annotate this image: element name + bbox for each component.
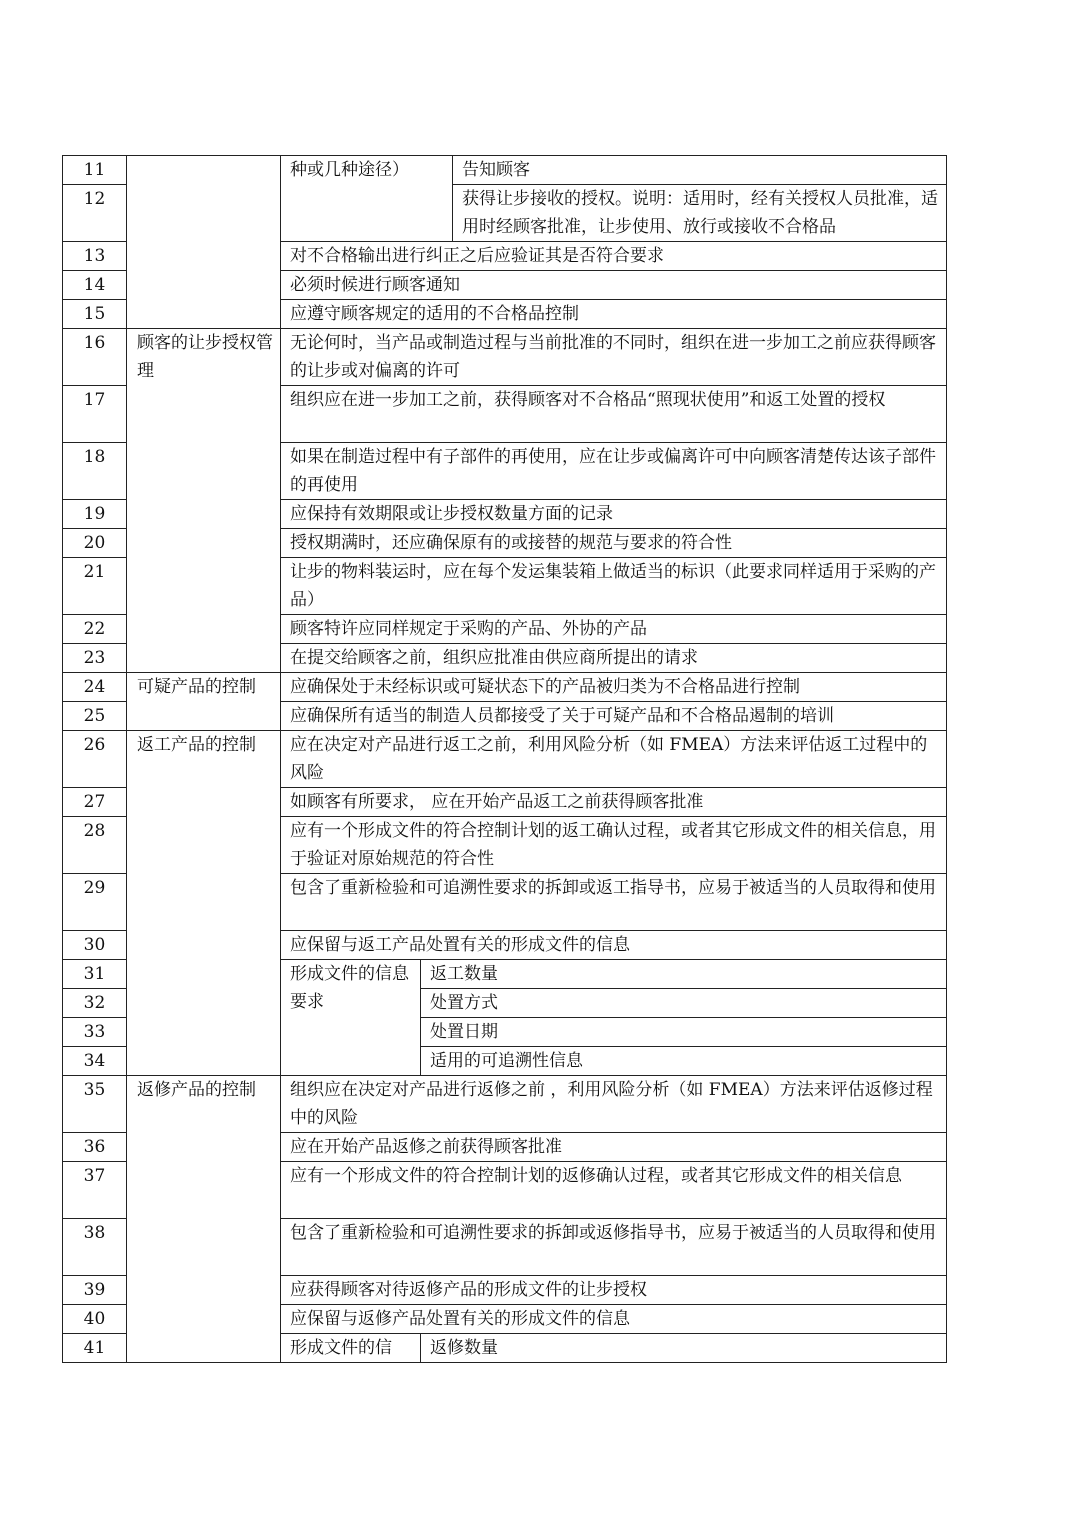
requirement-text: 应在决定对产品进行返工之前，利用风险分析（如 FMEA）方法来评估返工过程中的风险 [281,731,947,788]
requirement-text: 处置方式 [421,989,947,1018]
row-number: 18 [63,443,127,500]
requirement-text: 顾客特许应同样规定于采购的产品、外协的产品 [281,615,947,644]
row-number: 16 [63,329,127,386]
requirement-text: 包含了重新检验和可追溯性要求的拆卸或返工指导书，应易于被适当的人员取得和使用 [281,874,947,931]
requirement-text: 应保留与返工产品处置有关的形成文件的信息 [281,931,947,960]
row-number: 37 [63,1162,127,1219]
table-row [63,1076,947,1133]
requirement-text: 应有一个形成文件的符合控制计划的返工确认过程，或者其它形成文件的相关信息，用于验证对原始规范的符合性 [281,817,947,874]
row-number: 15 [63,300,127,329]
requirement-text: 应遵守顾客规定的适用的不合格品控制 [281,300,947,329]
row-number: 14 [63,271,127,300]
row-number: 11 [63,156,127,185]
requirement-text: 应确保所有适当的制造人员都接受了关于可疑产品和不合格品遏制的培训 [281,702,947,731]
requirement-text: 应在开始产品返修之前获得顾客批准 [281,1133,947,1162]
row-number: 32 [63,989,127,1018]
table-row [63,329,947,386]
requirement-text: 组织应在决定对产品进行返修之前 ，利用风险分析（如 FMEA）方法来评估返修过程中的风险 [281,1076,947,1133]
table-row [63,156,947,185]
row-number: 40 [63,1305,127,1334]
requirement-text: 包含了重新检验和可追溯性要求的拆卸或返修指导书，应易于被适当的人员取得和使用 [281,1219,947,1276]
requirement-text: 处置日期 [421,1018,947,1047]
row-number: 26 [63,731,127,788]
row-number: 28 [63,817,127,874]
requirement-text: 在提交给顾客之前，组织应批准由供应商所提出的请求 [281,644,947,673]
requirement-text: 应有一个形成文件的符合控制计划的返修确认过程，或者其它形成文件的相关信息 [281,1162,947,1219]
requirements-table [62,155,947,1363]
row-number: 30 [63,931,127,960]
requirement-text: 授权期满时，还应确保原有的或接替的规范与要求的符合性 [281,529,947,558]
requirement-text: 组织应在进一步加工之前，获得顾客对不合格品“照现状使用”和返工处置的授权 [281,386,947,443]
row-number: 17 [63,386,127,443]
row-number: 24 [63,673,127,702]
row-number: 33 [63,1018,127,1047]
category-repair: 返修产品的控制 [127,1076,281,1363]
sub-label-info-requirements: 形成文件的信息要求 [281,960,421,1076]
row-number: 35 [63,1076,127,1133]
requirement-text: 如顾客有所要求， 应在开始产品返工之前获得顾客批准 [281,788,947,817]
category-rework: 返工产品的控制 [127,731,281,1076]
row-number: 25 [63,702,127,731]
requirement-text: 应保持有效期限或让步授权数量方面的记录 [281,500,947,529]
requirement-text: 告知顾客 [453,156,947,185]
requirement-text: 获得让步接收的授权。说明：适用时，经有关授权人员批准，适用时经顾客批准，让步使用、放行或接收不合格品 [453,185,947,242]
requirement-text: 适用的可追溯性信息 [421,1047,947,1076]
requirement-text: 让步的物料装运时，应在每个发运集装箱上做适当的标识（此要求同样适用于采购的产品） [281,558,947,615]
row-number: 29 [63,874,127,931]
row-number: 39 [63,1276,127,1305]
row-number: 34 [63,1047,127,1076]
requirement-text: 返修数量 [421,1334,947,1363]
row-number: 41 [63,1334,127,1363]
row-number: 31 [63,960,127,989]
table-row [63,731,947,788]
requirement-text: 无论何时，当产品或制造过程与当前批准的不同时，组织在进一步加工之前应获得顾客的让步或对偏离的许可 [281,329,947,386]
table-row [63,673,947,702]
row-number: 38 [63,1219,127,1276]
requirement-text: 应获得顾客对待返修产品的形成文件的让步授权 [281,1276,947,1305]
category-cell-continued [127,156,281,329]
sub-label-ways: 种或几种途径） [281,156,453,242]
row-number: 19 [63,500,127,529]
row-number: 21 [63,558,127,615]
sub-label-info-requirements: 形成文件的信 [281,1334,421,1363]
category-concession: 顾客的让步授权管理 [127,329,281,673]
requirement-text: 返工数量 [421,960,947,989]
row-number: 13 [63,242,127,271]
row-number: 36 [63,1133,127,1162]
requirement-text: 如果在制造过程中有子部件的再使用，应在让步或偏离许可中向顾客清楚传达该子部件的再使用 [281,443,947,500]
row-number: 22 [63,615,127,644]
row-number: 23 [63,644,127,673]
requirement-text: 应保留与返修产品处置有关的形成文件的信息 [281,1305,947,1334]
row-number: 20 [63,529,127,558]
row-number: 27 [63,788,127,817]
requirement-text: 必须时候进行顾客通知 [281,271,947,300]
row-number: 12 [63,185,127,242]
requirement-text: 对不合格输出进行纠正之后应验证其是否符合要求 [281,242,947,271]
category-suspect: 可疑产品的控制 [127,673,281,731]
requirement-text: 应确保处于未经标识或可疑状态下的产品被归类为不合格品进行控制 [281,673,947,702]
